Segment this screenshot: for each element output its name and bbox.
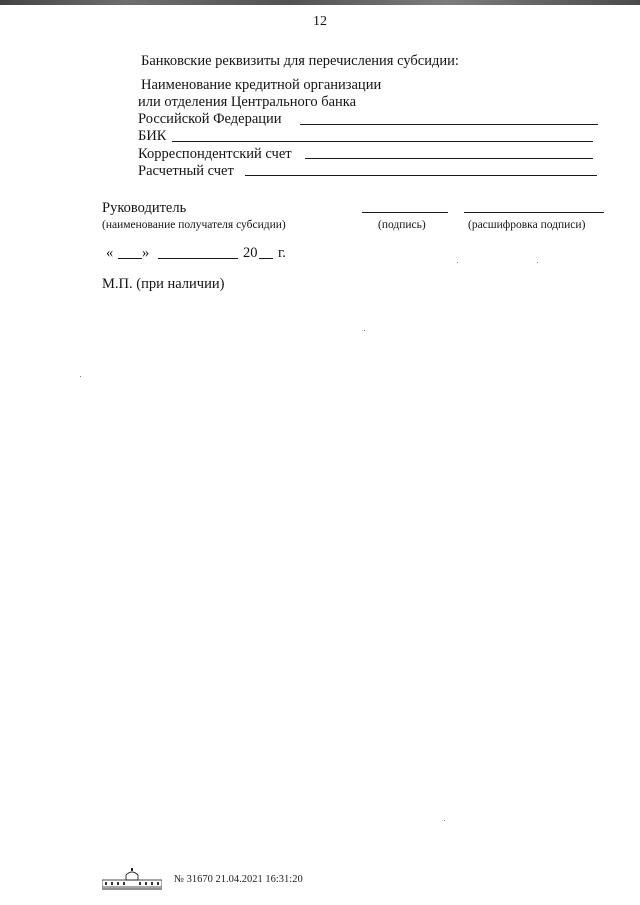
scan-speck: [537, 262, 538, 263]
decode-caption: (расшифровка подписи): [468, 219, 586, 231]
corr-account-blank: [305, 158, 593, 159]
head-label: Руководитель: [102, 200, 187, 216]
signature-blank: [362, 212, 448, 213]
scan-speck: [364, 330, 365, 331]
scan-speck: [80, 376, 81, 377]
scan-speck: [457, 262, 458, 263]
recipient-caption: (наименование получателя субсидии): [102, 219, 286, 231]
bank-requisites-heading: Банковские реквизиты для перечисления субсидии:: [141, 53, 459, 69]
corr-account-label: Корреспондентский счет: [138, 146, 292, 162]
date-month-blank: [158, 258, 238, 259]
current-account-label: Расчетный счет: [138, 163, 234, 179]
sign-caption: (подпись): [378, 219, 426, 231]
date-day-blank: [118, 258, 142, 259]
page-number: 12: [313, 14, 327, 29]
date-year-suffix: г.: [278, 245, 286, 261]
stamp-label: М.П. (при наличии): [102, 276, 225, 292]
institution-building-icon: [102, 868, 162, 890]
current-account-blank: [245, 175, 597, 176]
scan-speck: [444, 820, 445, 821]
bik-blank: [172, 141, 593, 142]
scan-edge: [0, 0, 640, 5]
date-year-blank: [259, 258, 273, 259]
bik-label: БИК: [138, 128, 167, 144]
date-close-quote: »: [142, 245, 150, 261]
bank-name-line-3: Российской Федерации: [138, 111, 282, 127]
bank-name-line-1: Наименование кредитной организации: [141, 77, 382, 93]
bank-name-blank: [300, 124, 598, 125]
date-year-prefix: 20: [243, 245, 258, 261]
date-open-quote: «: [106, 245, 114, 261]
registration-number: № 31670 21.04.2021 16:31:20: [174, 873, 303, 885]
footer-registration: [102, 868, 303, 890]
bank-name-line-2: или отделения Центрального банка: [138, 94, 357, 110]
signature-decode-blank: [464, 212, 604, 213]
